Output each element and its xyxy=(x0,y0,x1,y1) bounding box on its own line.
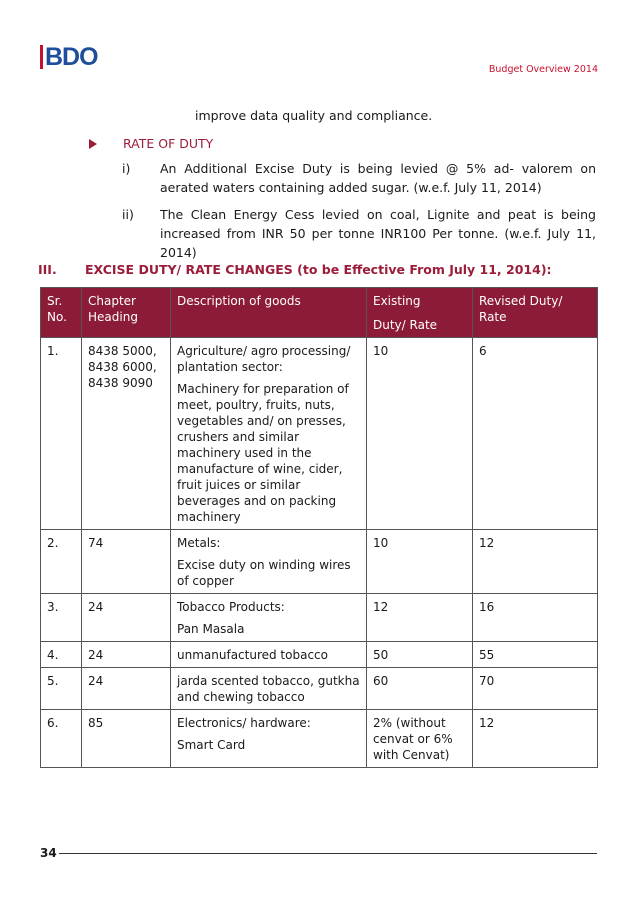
triangle-bullet-icon xyxy=(89,139,97,149)
cell-revised: 55 xyxy=(473,642,598,668)
rate-item-text: The Clean Energy Cess levied on coal, Lignite and peat is being increased from INR 50 per tonne INR100 Per tonne. (w.e.f. July 11, 2014) xyxy=(160,207,596,260)
table-row xyxy=(41,668,598,710)
rate-of-duty-label: RATE OF DUTY xyxy=(123,136,214,151)
cell-chapter: 24 xyxy=(82,642,171,668)
cell-chapter: 24 xyxy=(82,668,171,710)
cell-sr: 2. xyxy=(41,530,82,594)
footer-rule xyxy=(59,853,597,854)
bdo-logo xyxy=(40,44,98,70)
header-sr-no: Sr. No. xyxy=(41,288,82,338)
cell-description xyxy=(171,594,367,642)
cell-chapter: 8438 5000, 8438 6000, 8438 9090 xyxy=(82,338,171,530)
rate-item-num: ii) xyxy=(122,207,134,222)
cell-existing: 10 xyxy=(367,338,473,530)
cell-description xyxy=(171,710,367,768)
header-existing-label: Existing xyxy=(373,294,421,308)
cell-sr: 4. xyxy=(41,642,82,668)
cell-description xyxy=(171,338,367,530)
excise-duty-table xyxy=(40,287,598,768)
desc-detail: Excise duty on winding wires of copper xyxy=(177,558,351,588)
header-existing-sub: Duty/ Rate xyxy=(373,318,438,332)
table-row xyxy=(41,642,598,668)
page-number: 34 xyxy=(40,846,57,860)
rate-item xyxy=(122,205,596,262)
table-row xyxy=(41,594,598,642)
cell-revised: 12 xyxy=(473,530,598,594)
desc-detail: Pan Masala xyxy=(177,622,245,636)
cell-chapter: 74 xyxy=(82,530,171,594)
section-title: EXCISE DUTY/ RATE CHANGES (to be Effective From July 11, 2014): xyxy=(85,262,552,277)
desc-category: Electronics/ hardware: xyxy=(177,716,311,730)
table-header-row xyxy=(41,288,598,338)
cell-revised: 70 xyxy=(473,668,598,710)
cell-existing: 60 xyxy=(367,668,473,710)
rate-item xyxy=(122,159,596,197)
desc-category: Metals: xyxy=(177,536,221,550)
intro-line: improve data quality and compliance. xyxy=(195,108,433,123)
cell-revised: 16 xyxy=(473,594,598,642)
cell-existing: 50 xyxy=(367,642,473,668)
table-row xyxy=(41,530,598,594)
section-heading xyxy=(38,262,552,277)
table-row xyxy=(41,710,598,768)
rate-item-text: An Additional Excise Duty is being levied @ 5% ad- valorem on aerated waters containing added sugar. (w.e.f. July 11, 2014) xyxy=(160,161,596,195)
cell-existing: 10 xyxy=(367,530,473,594)
cell-chapter: 24 xyxy=(82,594,171,642)
page-footer xyxy=(40,846,597,860)
cell-description: unmanufactured tobacco xyxy=(171,642,367,668)
cell-existing: 12 xyxy=(367,594,473,642)
logo-bar xyxy=(40,45,43,69)
cell-sr: 6. xyxy=(41,710,82,768)
cell-sr: 5. xyxy=(41,668,82,710)
desc-category: Tobacco Products: xyxy=(177,600,285,614)
logo-text: BDO xyxy=(45,43,98,71)
cell-sr: 1. xyxy=(41,338,82,530)
table-row xyxy=(41,338,598,530)
cell-description: jarda scented tobacco, gutkha and chewing tobacco xyxy=(171,668,367,710)
cell-revised: 12 xyxy=(473,710,598,768)
header-description: Description of goods xyxy=(171,288,367,338)
section-number: III. xyxy=(38,262,57,277)
rate-item-num: i) xyxy=(122,161,131,176)
cell-sr: 3. xyxy=(41,594,82,642)
desc-category: Agriculture/ agro processing/ plantation sector: xyxy=(177,344,351,374)
cell-chapter: 85 xyxy=(82,710,171,768)
rate-of-duty-heading xyxy=(89,136,213,151)
header-existing xyxy=(367,288,473,338)
header-title: Budget Overview 2014 xyxy=(488,64,598,75)
desc-detail: Smart Card xyxy=(177,738,246,752)
cell-existing: 2% (without cenvat or 6% with Cenvat) xyxy=(367,710,473,768)
desc-detail: Machinery for preparation of meet, poultry, fruits, nuts, vegetables and/ on presses, crushers and similar machinery used in the manufacture of wine, cider, fruit juices or similar beverages and on packing machinery xyxy=(177,382,349,524)
header-revised: Revised Duty/ Rate xyxy=(473,288,598,338)
cell-revised: 6 xyxy=(473,338,598,530)
cell-description xyxy=(171,530,367,594)
header-chapter-heading: Chapter Heading xyxy=(82,288,171,338)
